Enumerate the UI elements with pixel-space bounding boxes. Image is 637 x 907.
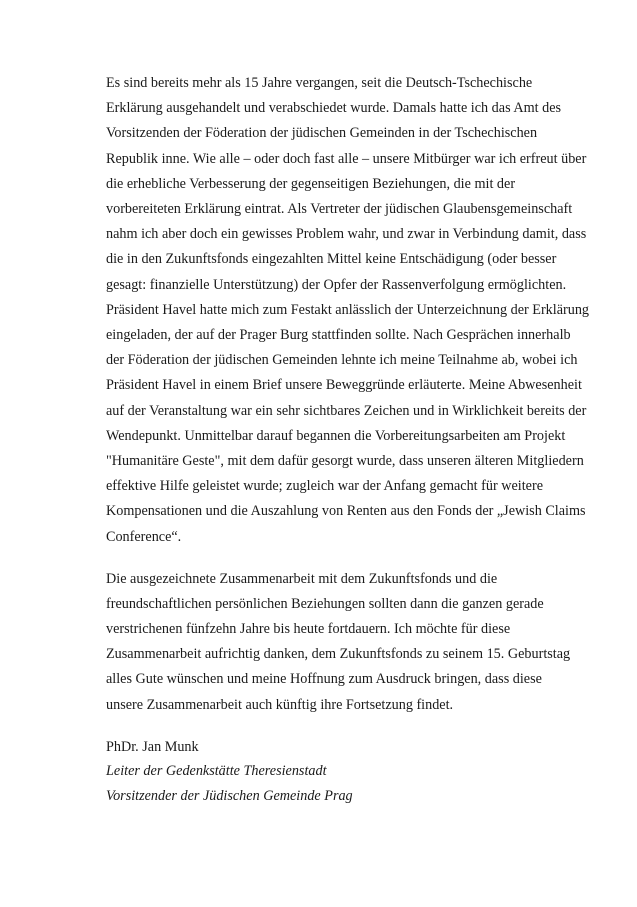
text-line: effektive Hilfe geleistet wurde; zugleich war der Anfang gemacht für weitere <box>106 478 543 495</box>
text-line: verstrichenen fünfzehn Jahre bis heute fortdauern. Ich möchte für diese <box>106 621 511 638</box>
text-line: Kompensationen und die Auszahlung von Renten aus den Fonds der „Jewish Claims <box>106 503 586 520</box>
text-line: gesagt: finanzielle Unterstützung) der Opfer der Rassenverfolgung ermöglichten. <box>106 276 567 293</box>
paragraph-2 <box>106 567 571 718</box>
text-line: auf der Veranstaltung war ein sehr sichtbares Zeichen und in Wirklichkeit bereits der <box>106 402 587 419</box>
text-line: Präsident Havel in einem Brief unsere Beweggründe erläuterte. Meine Abwesenheit <box>106 377 582 394</box>
text-line: alles Gute wünschen und meine Hoffnung zum Ausdruck bringen, dass diese <box>106 671 542 688</box>
text-line: eingeladen, der auf der Prager Burg stattfinden sollte. Nach Gesprächen innerhalb <box>106 327 571 344</box>
text-line: Erklärung ausgehandelt und verabschiedet wurde. Damals hatte ich das Amt des <box>106 100 562 117</box>
text-line: die in den Zukunftsfonds eingezahlten Mittel keine Entschädigung (oder besser <box>106 251 557 268</box>
paragraph-1 <box>106 71 590 550</box>
text-line: nahm ich aber doch ein gewisses Problem wahr, und zwar in Verbindung damit, dass <box>106 226 587 243</box>
text-line: Die ausgezeichnete Zusammenarbeit mit dem Zukunftsfonds und die <box>106 570 498 587</box>
text-line: Zusammenarbeit aufrichtig danken, dem Zukunftsfonds zu seinem 15. Geburtstag <box>106 646 571 663</box>
text-line: Conference“. <box>106 528 182 545</box>
text-line: Vorsitzenden der Föderation der jüdischen Gemeinden in der Tschechischen <box>106 125 538 142</box>
text-line: Republik inne. Wie alle – oder doch fast alle – unsere Mitbürger war ich erfreut über <box>106 150 587 167</box>
text-line: Wendepunkt. Unmittelbar darauf begannen die Vorbereitungsarbeiten am Projekt <box>106 427 566 444</box>
signature-role-2: Vorsitzender der Jüdischen Gemeinde Prag <box>106 787 353 804</box>
text-line: freundschaftlichen persönlichen Beziehungen sollten dann die ganzen gerade <box>106 595 544 612</box>
text-line: unsere Zusammenarbeit auch künftig ihre Fortsetzung findet. <box>106 696 454 713</box>
signature-role-1: Leiter der Gedenkstätte Theresienstadt <box>106 763 327 780</box>
text-line: Es sind bereits mehr als 15 Jahre vergangen, seit die Deutsch-Tschechische <box>106 75 533 91</box>
document-page <box>106 71 590 808</box>
text-line: vorbereiteten Erklärung eintrat. Als Vertreter der jüdischen Glaubensgemeinschaft <box>106 201 573 218</box>
text-line: die erhebliche Verbesserung der gegenseitigen Beziehungen, die mit der <box>106 175 516 192</box>
text-line: "Humanitäre Geste", mit dem dafür gesorgt wurde, dass unseren älteren Mitgliedern <box>106 453 584 470</box>
signature-name: PhDr. Jan Munk <box>106 738 199 755</box>
signature-block <box>106 735 546 809</box>
text-line: der Föderation der jüdischen Gemeinden lehnte ich meine Teilnahme ab, wobei ich <box>106 352 578 369</box>
text-line: Präsident Havel hatte mich zum Festakt anlässlich der Unterzeichnung der Erklärung <box>106 301 590 318</box>
